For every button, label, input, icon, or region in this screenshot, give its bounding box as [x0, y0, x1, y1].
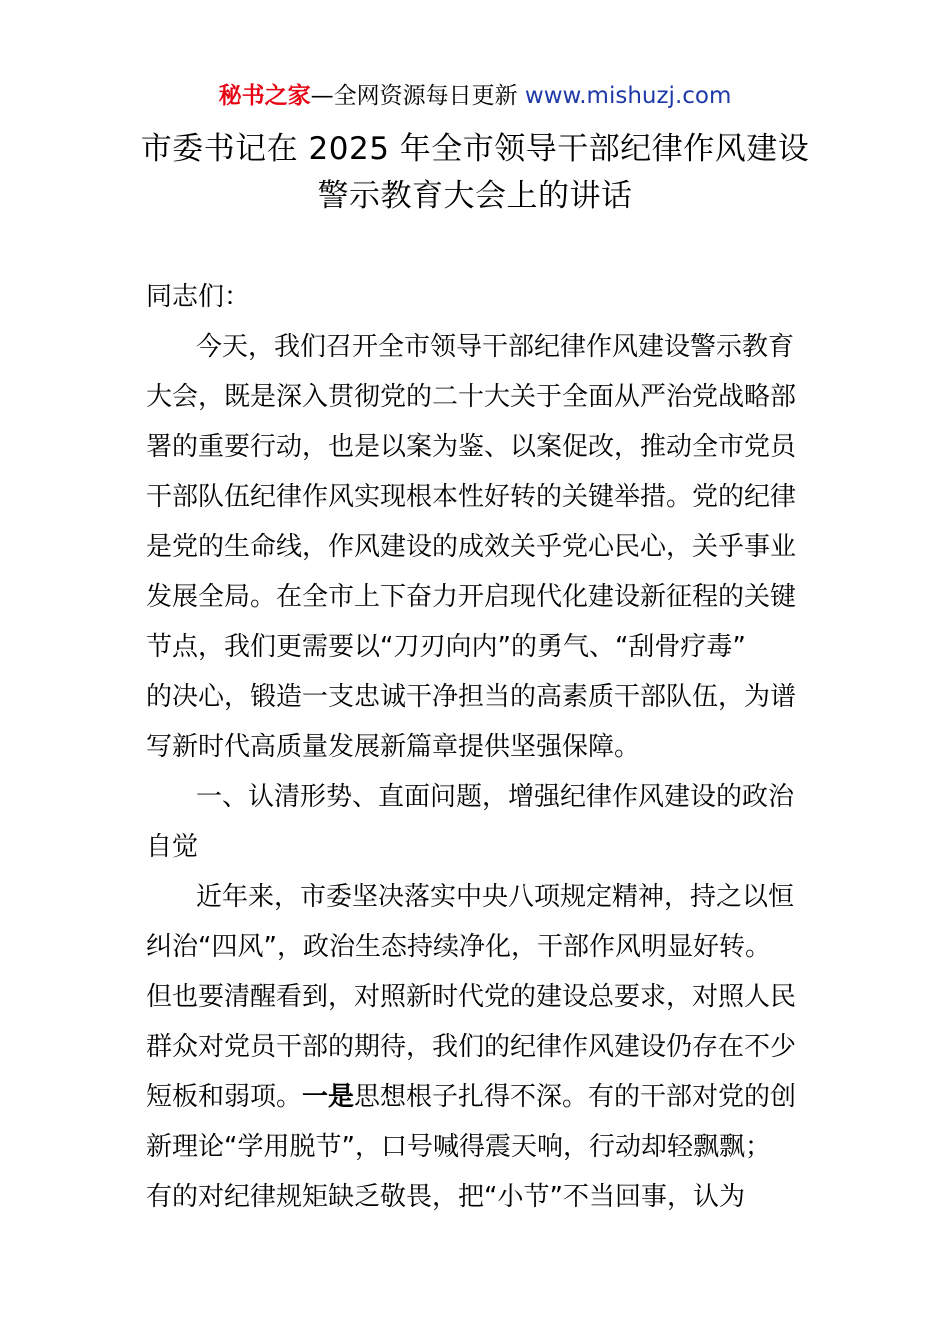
text-segment: 思想根子扎得不深。有的干部对党的创 — [354, 1082, 797, 1112]
section-heading-line: 自觉 — [146, 832, 199, 862]
salutation: 同志们： — [146, 282, 251, 312]
paragraph-line: 的决心，锻造一支忠诚干净担当的高素质干部队伍，为谱 — [146, 682, 797, 712]
bold-marker: 一是 — [302, 1082, 355, 1112]
document-title-line-2: 警示教育大会上的讲话 — [317, 178, 633, 214]
site-tagline: —全网资源每日更新 — [310, 83, 525, 109]
paragraph-line: 节点，我们更需要以“刀刃向内”的勇气、“刮骨疗毒” — [146, 632, 746, 662]
site-header — [0, 80, 950, 112]
paragraph-line-with-bold — [146, 1072, 810, 1122]
paragraph-line: 今天，我们召开全市领导干部纪律作风建设警示教育 — [196, 332, 795, 362]
paragraph-line: 近年来，市委坚决落实中央八项规定精神，持之以恒 — [196, 882, 795, 912]
paragraph-line: 署的重要行动，也是以案为鉴、以案促改，推动全市党员 — [146, 432, 797, 462]
paragraph-line: 纠治“四风”，政治生态持续净化，干部作风明显好转。 — [146, 932, 771, 962]
paragraph-line: 是党的生命线，作风建设的成效关乎党心民心，关乎事业 — [146, 532, 797, 562]
document-title-line-1: 市委书记在 2025 年全市领导干部纪律作风建设 — [140, 131, 810, 167]
paragraph-line: 干部队伍纪律作风实现根本性好转的关键举措。党的纪律 — [146, 482, 797, 512]
paragraph-line: 但也要清醒看到，对照新时代党的建设总要求，对照人民 — [146, 982, 797, 1012]
section-heading-line: 一、认清形势、直面问题，增强纪律作风建设的政治 — [196, 782, 795, 812]
paragraph-line: 写新时代高质量发展新篇章提供坚强保障。 — [146, 732, 641, 762]
paragraph-line: 新理论“学用脱节”，口号喊得震天响，行动却轻飘飘； — [146, 1132, 771, 1162]
paragraph-line: 大会，既是深入贯彻党的二十大关于全面从严治党战略部 — [146, 382, 797, 412]
site-url-link[interactable]: www.mishuzj.com — [524, 83, 732, 109]
paragraph-line: 发展全局。在全市上下奋力开启现代化建设新征程的关键 — [146, 582, 797, 612]
text-segment: 短板和弱项。 — [146, 1082, 303, 1112]
paragraph-line: 群众对党员干部的期待，我们的纪律作风建设仍存在不少 — [146, 1032, 797, 1062]
paragraph-line: 有的对纪律规矩缺乏敬畏，把“小节”不当回事，认为 — [146, 1182, 745, 1212]
brand-name: 秘书之家 — [218, 83, 311, 109]
